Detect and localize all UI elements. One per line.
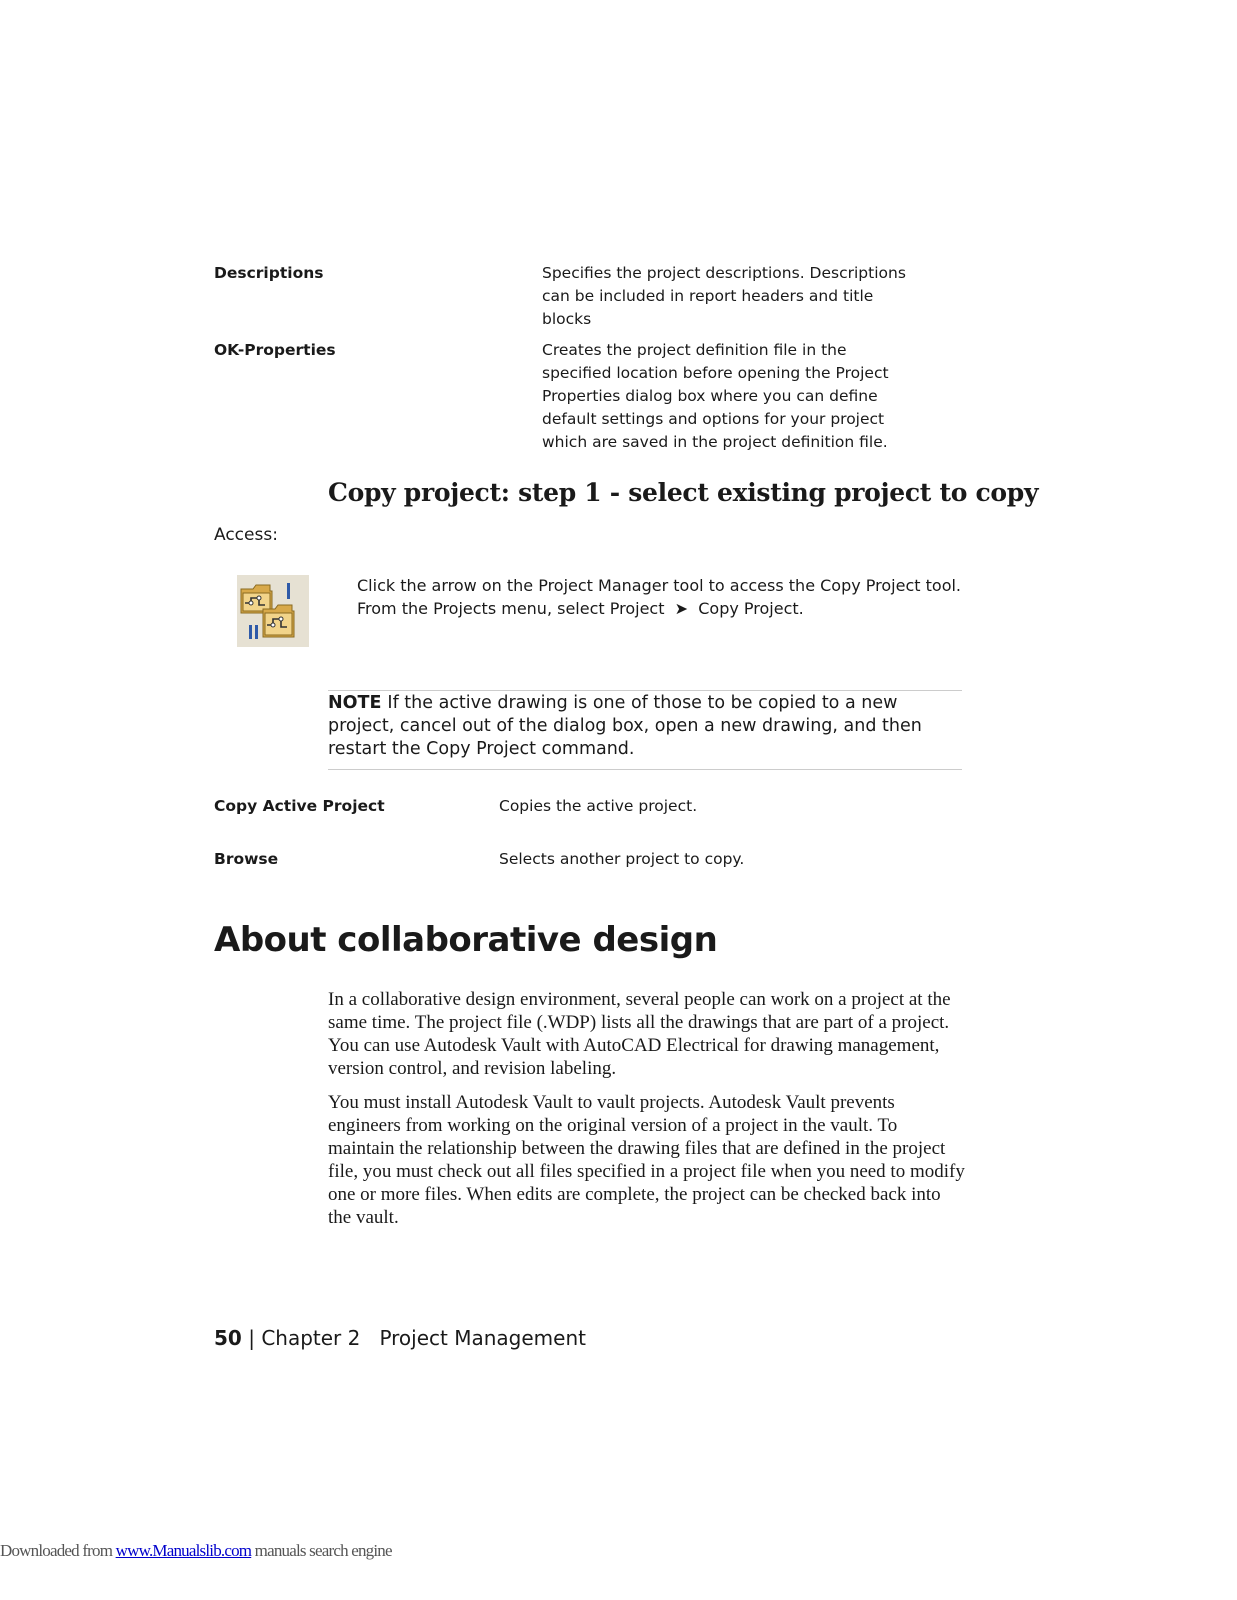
access-line-2-suffix: Copy Project. — [698, 599, 804, 618]
note-text-block — [328, 691, 962, 761]
term-browse: Browse — [214, 850, 279, 868]
page-number: 50 — [214, 1326, 242, 1350]
note-box — [328, 690, 962, 770]
section-heading-collaborative-design: About collaborative design — [214, 920, 718, 960]
access-line-2-prefix: From the Projects menu, select Project — [357, 599, 665, 618]
access-instructions — [357, 574, 962, 620]
term-descriptions: Descriptions — [214, 264, 324, 282]
footer-separator: | — [248, 1326, 255, 1350]
desc-browse: Selects another project to copy. — [499, 850, 745, 868]
download-prefix: Downloaded from — [0, 1541, 113, 1560]
download-suffix: manuals search engine — [254, 1541, 392, 1560]
collab-paragraph-2: You must install Autodesk Vault to vault projects. Autodesk Vault prevents engineers from working on the original version of a project in the vault. To maintain the relationship between the drawing files that are defined in the project file, you must check out all files specified in a project file when you need to modify one or more files. When edits are complete, the project can be checked back into the vault. — [328, 1092, 965, 1228]
term-ok-properties: OK-Properties — [214, 341, 336, 359]
footer-chapter: Chapter 2 — [261, 1326, 361, 1350]
desc-ok-properties: Creates the project definition file in the specified location before opening the Project Properties dialog box where you can define default settings and options for your project which are saved in the project definition file. — [542, 341, 889, 451]
access-label: Access: — [214, 525, 278, 545]
desc-descriptions: Specifies the project descriptions. Descriptions can be included in report headers and title blocks — [542, 264, 906, 328]
menu-arrow-icon: ➤ — [674, 599, 689, 618]
section-heading-copy-project: Copy project: step 1 - select existing project to copy — [328, 478, 1039, 507]
page-footer — [214, 1326, 586, 1350]
collab-paragraph-1: In a collaborative design environment, several people can work on a project at the same time. The project file (.WDP) lists all the drawings that are part of a project. You can use Autodesk Vault with AutoCAD Electrical for drawing management, version control, and revision labeling. — [328, 989, 951, 1079]
access-line-2 — [357, 597, 957, 620]
note-label: NOTE — [328, 693, 382, 713]
note-text: If the active drawing is one of those to be copied to a new project, cancel out of the dialog box, open a new drawing, and then restart the Copy Project command. — [328, 693, 922, 759]
download-bar — [0, 1541, 392, 1561]
desc-copy-active-project: Copies the active project. — [499, 797, 698, 815]
copy-project-tool-icon — [237, 575, 309, 647]
footer-chapter-title: Project Management — [379, 1326, 586, 1350]
manualslib-link[interactable]: www.Manualslib.com — [115, 1541, 252, 1560]
term-copy-active-project: Copy Active Project — [214, 797, 385, 815]
access-line-1: Click the arrow on the Project Manager tool to access the Copy Project tool. — [357, 576, 962, 595]
